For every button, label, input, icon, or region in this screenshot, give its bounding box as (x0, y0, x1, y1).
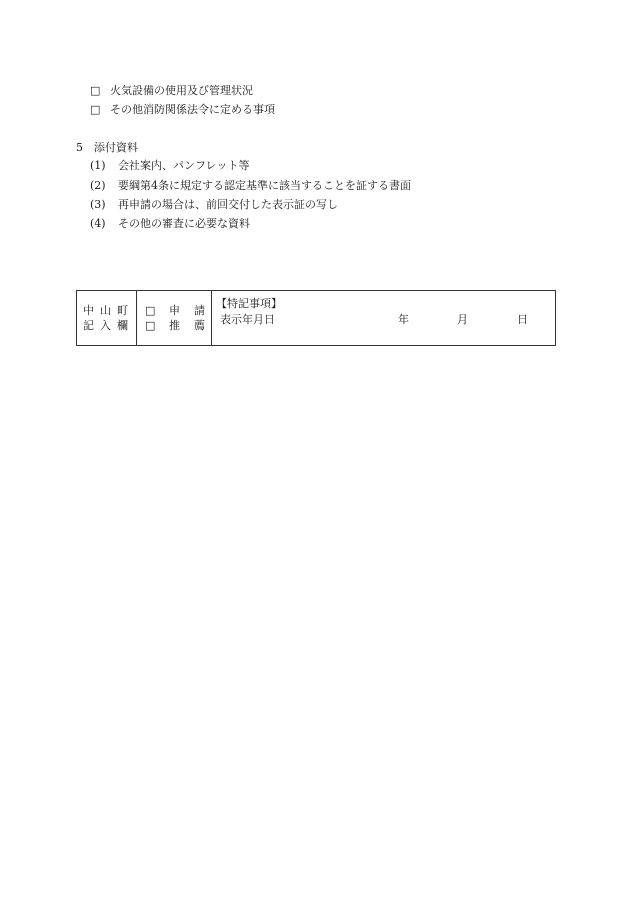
item-number: (2) (90, 179, 106, 192)
attachment-item-2 (90, 179, 411, 193)
year-label: 年 (398, 313, 409, 326)
attachment-item-3 (90, 198, 338, 212)
office-label-line1: 中山町 (83, 304, 134, 317)
type-options-cell (137, 291, 219, 345)
attachment-item-4 (90, 217, 250, 231)
checkbox-icon: □ (90, 84, 101, 97)
office-label-cell (77, 291, 137, 345)
item-number: (1) (90, 159, 106, 172)
checklist-item-label: その他消防関係法令に定める事項 (110, 103, 275, 116)
item-text: 会社案内、パンフレット等 (118, 159, 250, 172)
checkbox-icon: □ (90, 103, 101, 116)
checklist-item-fire-equipment (90, 84, 253, 98)
item-number: (3) (90, 198, 106, 211)
checklist-item-other-laws (90, 103, 275, 117)
section-title: 添付資料 (94, 141, 138, 154)
option-label: 申請 (169, 304, 219, 317)
office-use-table (76, 290, 556, 346)
item-text: 要綱第4条に規定する認定基準に該当することを証する書面 (118, 179, 411, 192)
option-recommendation[interactable] (145, 319, 219, 333)
option-application[interactable] (145, 304, 219, 318)
item-text: 再申請の場合は、前回交付した表示証の写し (118, 198, 338, 211)
attachment-item-1 (90, 159, 249, 173)
item-number: (4) (90, 217, 106, 230)
display-date-label: 表示年月日 (220, 313, 275, 326)
checkbox-icon[interactable]: □ (145, 304, 156, 317)
notes-cell (212, 291, 555, 345)
section-5-heading (76, 141, 138, 155)
month-label: 月 (457, 313, 468, 326)
day-label: 日 (517, 313, 528, 326)
section-number: 5 (76, 141, 83, 154)
office-label-line2: 記入欄 (83, 319, 134, 332)
item-text: その他の審査に必要な資料 (118, 217, 250, 230)
checklist-item-label: 火気設備の使用及び管理状況 (110, 84, 253, 97)
notes-label: 【特記事項】 (216, 297, 282, 310)
checkbox-icon[interactable]: □ (145, 319, 156, 332)
option-label: 推薦 (169, 319, 219, 332)
